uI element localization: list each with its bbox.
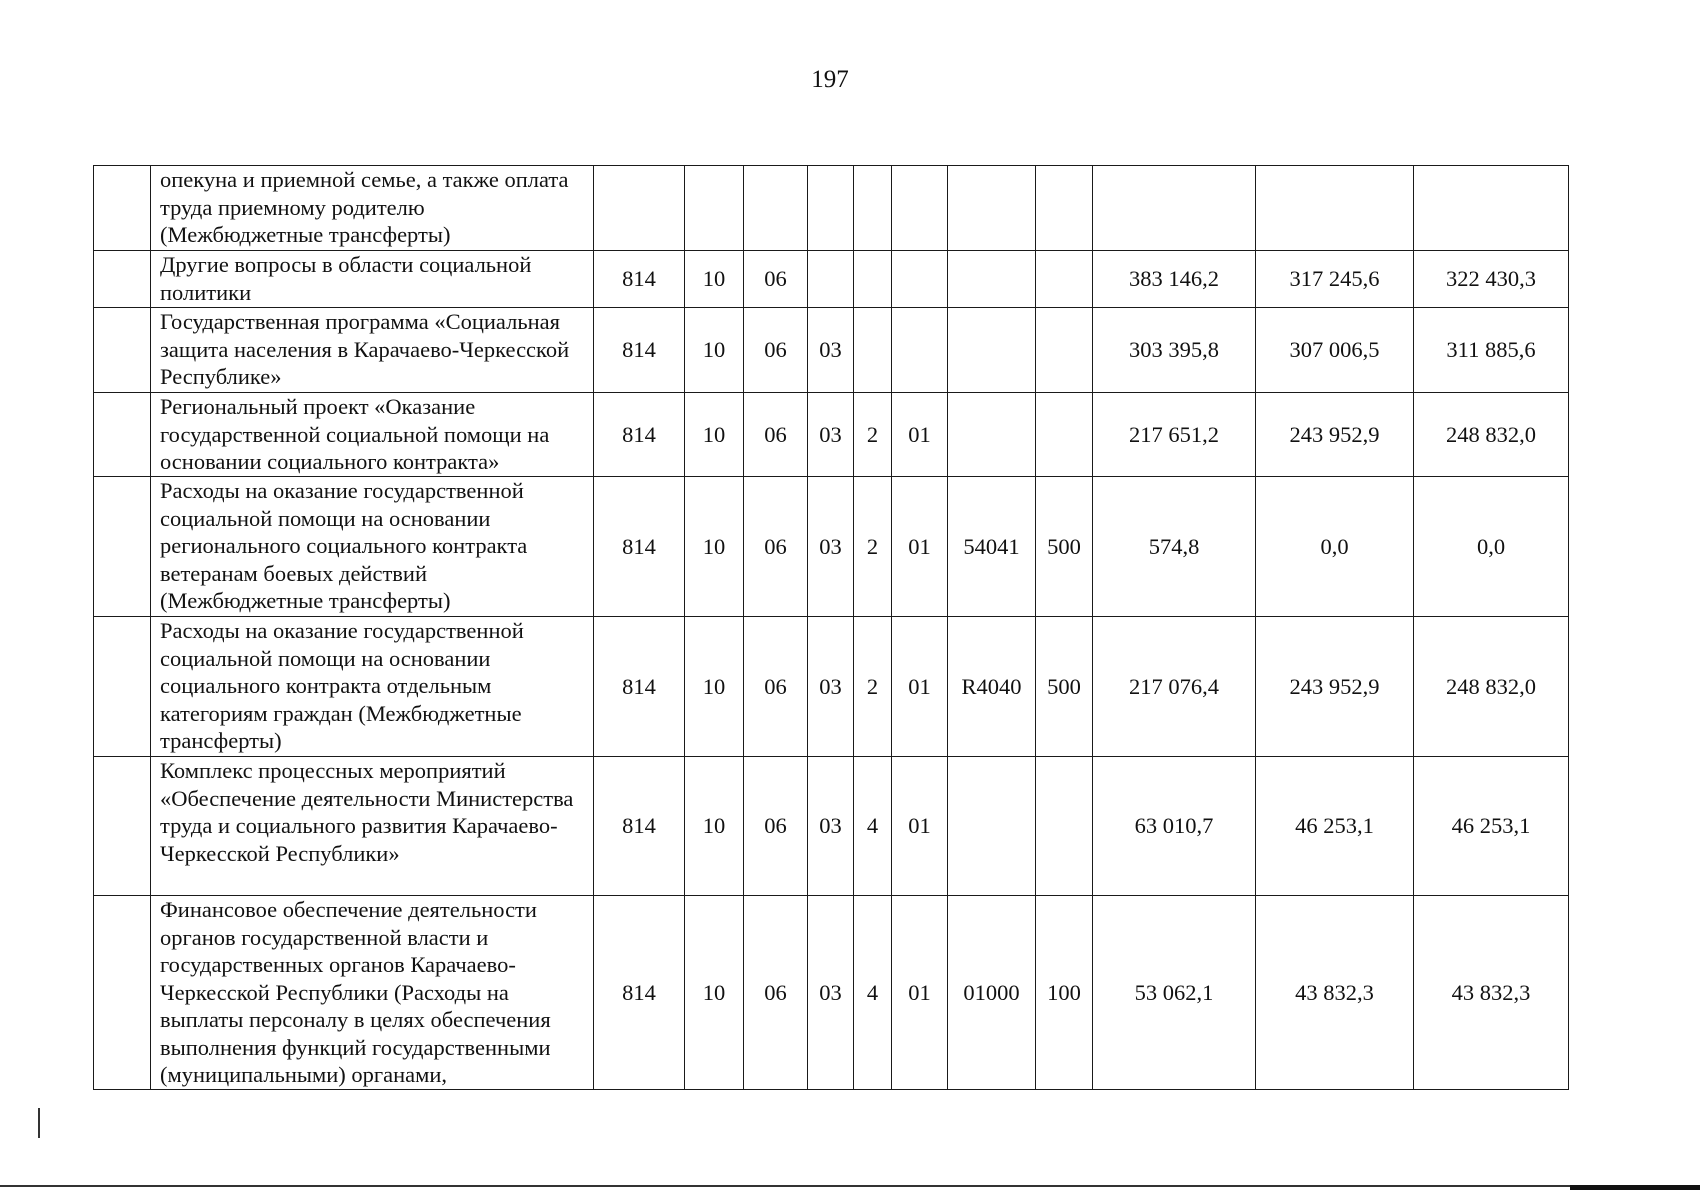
row-cell-c5: [854, 251, 892, 308]
row-cell-c4: 03: [808, 308, 854, 393]
row-cell-c6: 01: [892, 477, 948, 617]
table-row: [94, 308, 1569, 393]
row-cell-c5: 2: [854, 477, 892, 617]
row-name-cell: Расходы на оказание государственной социальной помощи на основании социального контракта отдельным категориям граждан (Межбюджетные трансферты): [151, 617, 594, 757]
row-cell-c8: [1036, 308, 1093, 393]
row-cell-c6: 01: [892, 393, 948, 477]
margin-mark: [38, 1108, 40, 1138]
row-cell-c6: [892, 251, 948, 308]
row-cell-c5: [854, 308, 892, 393]
row-number-cell: [94, 166, 151, 251]
row-cell-y2: 243 952,9: [1256, 393, 1414, 477]
row-cell-c6: [892, 166, 948, 251]
row-cell-y3: 248 832,0: [1414, 617, 1569, 757]
row-cell-c1: 814: [594, 757, 685, 896]
row-cell-c8: [1036, 393, 1093, 477]
row-cell-c4: 03: [808, 896, 854, 1090]
row-cell-c7: 54041: [948, 477, 1036, 617]
row-cell-c5: [854, 166, 892, 251]
row-cell-y2: 43 832,3: [1256, 896, 1414, 1090]
row-cell-c8: [1036, 251, 1093, 308]
row-cell-c7: [948, 166, 1036, 251]
row-number-cell: [94, 757, 151, 896]
row-cell-y1: 63 010,7: [1093, 757, 1256, 896]
row-number-cell: [94, 617, 151, 757]
row-name-cell: Другие вопросы в области социальной политики: [151, 251, 594, 308]
row-name-cell: Комплекс процессных мероприятий «Обеспечение деятельности Министерства труда и социального развития Карачаево-Черкесской Республики»: [151, 757, 594, 896]
row-cell-c2: 10: [685, 477, 744, 617]
row-cell-c8: [1036, 166, 1093, 251]
row-cell-c3: 06: [744, 477, 808, 617]
row-cell-c5: 2: [854, 393, 892, 477]
row-cell-c1: 814: [594, 477, 685, 617]
row-cell-c4: 03: [808, 617, 854, 757]
row-cell-c2: 10: [685, 393, 744, 477]
row-cell-y3: 43 832,3: [1414, 896, 1569, 1090]
row-name-cell: опекуна и приемной семье, а также оплата труда приемному родителю (Межбюджетные трансферты): [151, 166, 594, 251]
row-cell-c8: 500: [1036, 477, 1093, 617]
table-row: [94, 896, 1569, 1090]
row-cell-y1: [1093, 166, 1256, 251]
table-row: [94, 477, 1569, 617]
row-cell-c3: 06: [744, 617, 808, 757]
row-cell-c3: 06: [744, 896, 808, 1090]
row-cell-c8: 500: [1036, 617, 1093, 757]
row-cell-y1: 574,8: [1093, 477, 1256, 617]
row-cell-y2: 243 952,9: [1256, 617, 1414, 757]
row-cell-c8: [1036, 757, 1093, 896]
row-cell-c2: 10: [685, 757, 744, 896]
row-cell-y1: 53 062,1: [1093, 896, 1256, 1090]
row-cell-y2: [1256, 166, 1414, 251]
row-number-cell: [94, 393, 151, 477]
row-cell-c5: 4: [854, 896, 892, 1090]
row-cell-c7: [948, 308, 1036, 393]
row-cell-c3: 06: [744, 393, 808, 477]
table-row: [94, 617, 1569, 757]
row-cell-c1: 814: [594, 617, 685, 757]
row-cell-c5: 4: [854, 757, 892, 896]
row-cell-c2: 10: [685, 896, 744, 1090]
row-cell-c1: 814: [594, 393, 685, 477]
row-cell-c1: [594, 166, 685, 251]
row-number-cell: [94, 251, 151, 308]
row-cell-c2: 10: [685, 617, 744, 757]
table-row: [94, 166, 1569, 251]
page-bottom-rule: [0, 1185, 1700, 1187]
row-cell-y1: 217 076,4: [1093, 617, 1256, 757]
table-row: [94, 393, 1569, 477]
row-cell-c6: 01: [892, 757, 948, 896]
row-number-cell: [94, 477, 151, 617]
row-cell-c8: 100: [1036, 896, 1093, 1090]
row-cell-c7: [948, 757, 1036, 896]
row-cell-c1: 814: [594, 308, 685, 393]
row-cell-y3: [1414, 166, 1569, 251]
row-cell-c4: [808, 251, 854, 308]
row-cell-c6: [892, 308, 948, 393]
row-cell-c4: 03: [808, 393, 854, 477]
row-cell-c3: [744, 166, 808, 251]
table-row: [94, 251, 1569, 308]
row-cell-c1: 814: [594, 896, 685, 1090]
row-cell-y3: 0,0: [1414, 477, 1569, 617]
row-number-cell: [94, 308, 151, 393]
row-cell-c7: [948, 393, 1036, 477]
row-cell-y3: 46 253,1: [1414, 757, 1569, 896]
page-bottom-rule-thick: [1570, 1185, 1700, 1190]
row-cell-c4: 03: [808, 757, 854, 896]
page-number: 197: [811, 66, 849, 93]
row-cell-c6: 01: [892, 617, 948, 757]
row-cell-c7: 01000: [948, 896, 1036, 1090]
row-cell-c2: 10: [685, 308, 744, 393]
row-cell-c5: 2: [854, 617, 892, 757]
row-cell-c3: 06: [744, 251, 808, 308]
row-cell-c3: 06: [744, 308, 808, 393]
budget-table: [93, 165, 1569, 1090]
row-cell-c2: 10: [685, 251, 744, 308]
row-cell-c7: R4040: [948, 617, 1036, 757]
table-row: [94, 757, 1569, 896]
row-cell-y3: 311 885,6: [1414, 308, 1569, 393]
row-cell-y1: 383 146,2: [1093, 251, 1256, 308]
row-cell-c6: 01: [892, 896, 948, 1090]
row-cell-y2: 317 245,6: [1256, 251, 1414, 308]
row-name-cell: Финансовое обеспечение деятельности органов государственной власти и государственных органов Карачаево-Черкесской Республики (Расходы на выплаты персоналу в целях обеспечения выполнения функций государственными (муниципальными) органами,: [151, 896, 594, 1090]
row-cell-y3: 322 430,3: [1414, 251, 1569, 308]
row-name-cell: Государственная программа «Социальная защита населения в Карачаево-Черкесской Республике»: [151, 308, 594, 393]
row-cell-y2: 46 253,1: [1256, 757, 1414, 896]
row-name-cell: Региональный проект «Оказание государственной социальной помощи на основании социального контракта»: [151, 393, 594, 477]
row-cell-c4: 03: [808, 477, 854, 617]
row-cell-c1: 814: [594, 251, 685, 308]
row-cell-y1: 217 651,2: [1093, 393, 1256, 477]
row-cell-c7: [948, 251, 1036, 308]
row-cell-y3: 248 832,0: [1414, 393, 1569, 477]
row-cell-c2: [685, 166, 744, 251]
row-cell-c3: 06: [744, 757, 808, 896]
row-name-cell: Расходы на оказание государственной социальной помощи на основании регионального социального контракта ветеранам боевых действий (Межбюджетные трансферты): [151, 477, 594, 617]
row-cell-y2: 307 006,5: [1256, 308, 1414, 393]
row-cell-y2: 0,0: [1256, 477, 1414, 617]
row-number-cell: [94, 896, 151, 1090]
row-cell-y1: 303 395,8: [1093, 308, 1256, 393]
row-cell-c4: [808, 166, 854, 251]
